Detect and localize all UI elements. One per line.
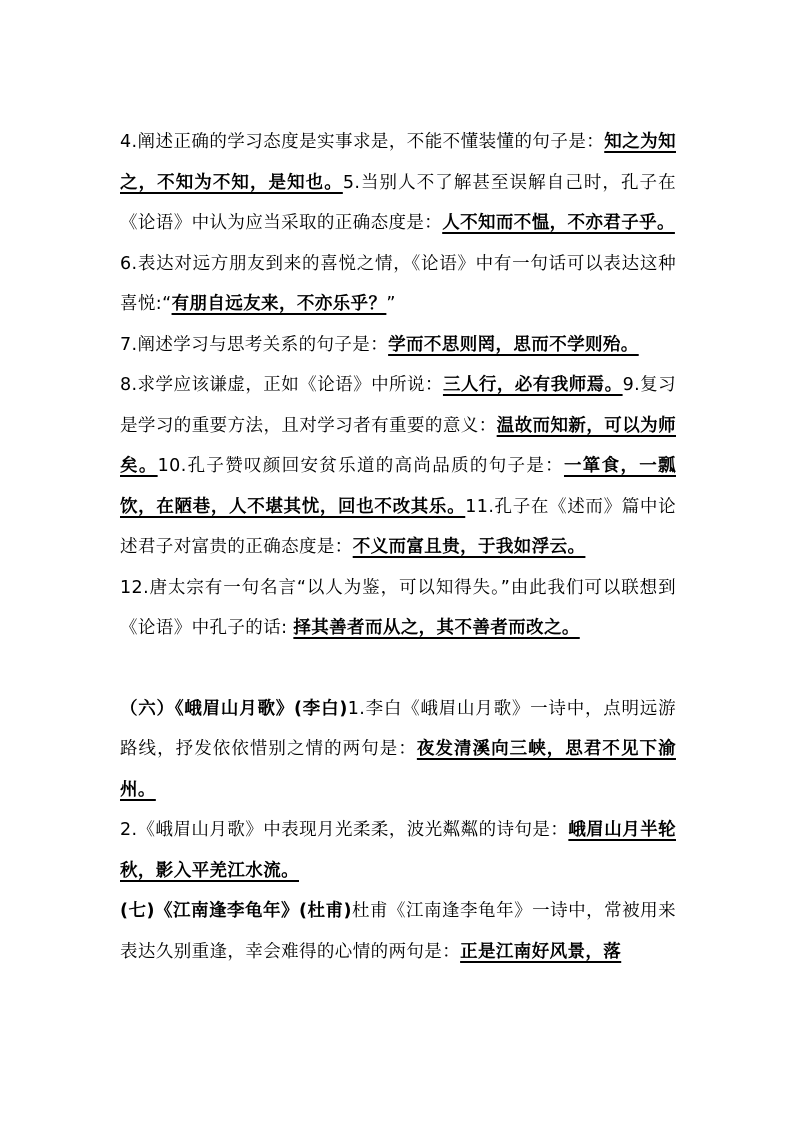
question-text: 2.《峨眉山月歌》中表现月光柔柔，波光粼粼的诗句是：: [120, 820, 569, 840]
answer-text: 学而不思则罔，思而不学则殆。: [388, 334, 639, 355]
section-gap: [120, 649, 676, 689]
answer-text: 峨眉山月半轮秋，影入平羌江水流。: [120, 820, 676, 881]
section-heading: （六）《峨眉山月歌》(李白): [120, 698, 348, 719]
answer-text: 择其善者而从之，其不善者而改之。: [293, 618, 580, 638]
question-text: 11.孔子在《述而》篇中论述君子对富贵的正确态度是：: [120, 496, 676, 557]
question-text: 8.求学应该谦虚，正如《论语》中所说：: [120, 375, 443, 395]
answer-text: 有朋自远友来，不亦乐乎？: [171, 294, 387, 314]
paragraph: [120, 325, 676, 366]
paragraph: [120, 568, 676, 649]
question-text: 6.表达对远方朋友到来的喜悦之情，《论语》中有一句话可以表达这种喜悦:“: [120, 253, 676, 314]
paragraph: [120, 122, 676, 244]
question-text: 12.唐太宗有一句名言“以人为鉴，可以知得失。”由此我们可以联想到《论语》中孔子的话:: [120, 577, 676, 638]
question-text: ”: [386, 294, 396, 314]
answer-text: 温故而知新，可以为师矣。: [120, 415, 676, 476]
section-heading: (七)《江南逢李龟年》(杜甫): [120, 901, 352, 921]
question-text: 杜甫《江南逢李龟年》一诗中，常被用来表达久别重逢，幸会难得的心情的两句是：: [120, 901, 676, 962]
answer-text: 一箪食，一瓢饮，在陋巷，人不堪其忧，回也不改其乐。: [120, 456, 676, 517]
question-text: 7.阐述学习与思考关系的句子是：: [120, 334, 389, 355]
paragraph: [120, 365, 676, 568]
paragraph: [120, 810, 676, 891]
answer-text: 夜发清溪向三峡，思君不见下渝州。: [120, 739, 676, 800]
answer-text: 人不知而不愠，不亦君子乎。: [442, 213, 675, 233]
paragraph: [120, 891, 676, 972]
question-text: 5.当别人不了解甚至误解自己时，孔子在《论语》中认为应当采取的正确态度是：: [120, 172, 676, 233]
question-text: 1.李白《峨眉山月歌》一诗中，点明远游路线，抒发依依惜别之情的两句是：: [120, 698, 676, 759]
answer-text: 三人行，必有我师焉。: [442, 375, 623, 395]
answer-text: 正是江南好风景，落: [460, 941, 622, 962]
paragraph: [120, 244, 676, 325]
question-text: 9.复习是学习的重要方法，且对学习者有重要的意义：: [120, 375, 677, 436]
paragraph: [120, 689, 676, 811]
document-body: [120, 122, 676, 972]
answer-text: 不义而富且贵，于我如浮云。: [352, 537, 586, 557]
answer-text: 知之为知之，不知为不知，是知也。: [120, 132, 676, 193]
question-text: 4.阐述正确的学习态度是实事求是，不能不懂装懂的句子是：: [120, 132, 605, 152]
question-text: 10.孔子赞叹颜回安贫乐道的高尚品质的句子是：: [157, 456, 564, 476]
